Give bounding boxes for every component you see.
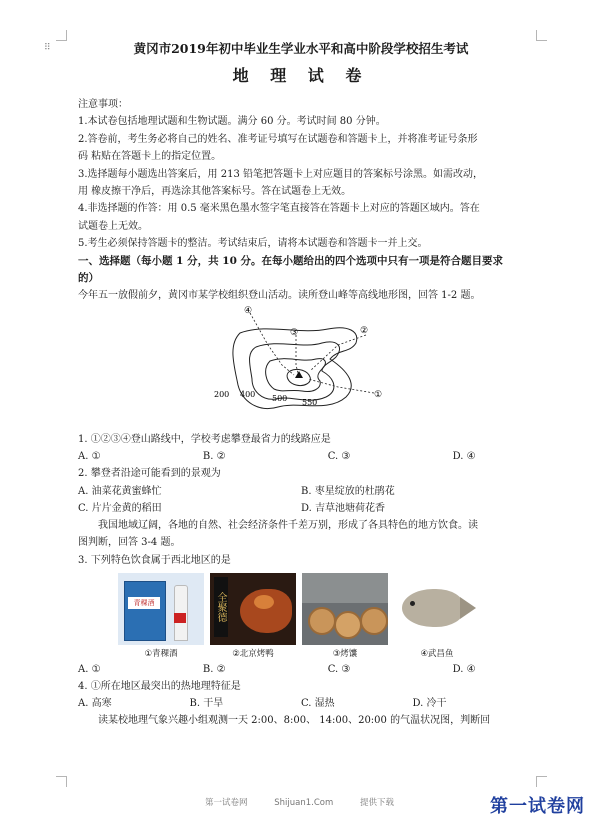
barley-wine-photo	[118, 573, 204, 645]
exam-subtitle: 地 理 试 卷	[232, 66, 370, 85]
photo-caption: ①青稞酒	[144, 648, 178, 659]
contour-value: 500	[272, 393, 288, 403]
contour-line-500	[266, 358, 326, 391]
route-line	[296, 335, 298, 373]
option-row	[78, 695, 524, 712]
photo-caption: ③烤馕	[332, 648, 358, 659]
notice-item: 4.非选择题的作答：用 0.5 毫米黑色墨水签字笔直接答在答题卡上对应的答题区域内。答在	[78, 203, 480, 215]
option: B. ②	[202, 451, 226, 463]
option: D. 冷干	[412, 698, 447, 710]
notice-item: 码 粘贴在答题卡上的指定位置。	[78, 151, 222, 163]
document-page	[78, 40, 524, 730]
site-logo: 第一试卷网	[490, 796, 585, 817]
option: B. ②	[202, 663, 226, 675]
passage: 我国地域辽阔，各地的自然、社会经济条件千差万别，形成了各具特色的地方饮食。读	[98, 519, 478, 531]
page-corner-mark	[56, 776, 67, 787]
photo-caption: ④武昌鱼	[420, 648, 454, 659]
footer-site-url: Shijuan1.Com	[274, 798, 334, 808]
option: A. ①	[78, 451, 101, 463]
contour-value: 400	[240, 389, 256, 399]
notice-item: 2.答卷前，考生务必将自己的姓名、准考证号填写在试题卷和答题卡上，并将准考证号条形	[78, 133, 478, 145]
question-stem: 2. 攀登者沿途可能看到的景观为	[78, 468, 221, 480]
option-row	[78, 661, 524, 678]
page-corner-mark	[536, 776, 547, 787]
notice-item: 5.考生必须保持答题卡的整洁。考试结束后，请将本试题卷和答题卡一并上交。	[78, 238, 428, 250]
contour-map	[78, 305, 524, 431]
photo-caption: ②北京烤鸭	[232, 648, 274, 659]
food-photo	[210, 573, 296, 661]
section-heading: 一、选择题（每小题 1 分，共 10 分。在每小题给出的四个选项中只有一项是符合题目要求	[78, 254, 504, 267]
food-photo	[302, 573, 388, 661]
option: A. 油菜花黄蜜蜂忙	[78, 485, 162, 497]
contour-value: 550	[302, 397, 318, 407]
option-row	[78, 483, 524, 500]
route-label: ②	[360, 325, 369, 336]
route-label: ①	[374, 389, 383, 400]
food-photo	[394, 573, 480, 661]
question-stem: 3. 下列特色饮食属于西北地区的是	[78, 554, 231, 566]
roast-duck-photo	[210, 573, 296, 645]
wuchang-fish-photo	[394, 573, 480, 645]
page-corner-mark	[536, 30, 547, 41]
notice-item: 1.本试卷包括地理试题和生物试题。满分 60 分。考试时间 80 分钟。	[78, 116, 386, 128]
naan-bread-photo	[302, 573, 388, 645]
notice-item: 用 橡皮擦干净后，再选涂其他答案标号。答在试题卷上无效。	[78, 186, 352, 198]
food-photo	[118, 573, 204, 661]
option-row	[78, 500, 524, 517]
option-row	[78, 448, 524, 465]
route-label: ④	[244, 305, 253, 316]
option: B. 干旱	[189, 698, 224, 710]
sign-text: 全聚德	[214, 577, 228, 637]
route-label: ③	[290, 327, 299, 338]
option: C. ③	[327, 451, 351, 463]
exam-title: 黄冈市2019年初中毕业生学业水平和高中阶段学校招生考试	[133, 41, 469, 56]
contour-value: 200	[214, 389, 230, 399]
section-heading: 的）	[78, 272, 99, 285]
option: D. ④	[452, 451, 476, 463]
notice-heading: 注意事项：	[78, 99, 128, 110]
contour-line-400	[250, 342, 340, 400]
summit-marker-icon	[295, 371, 303, 378]
question-stem: 1. ①②③④登山路线中，学校考虑攀登最省力的线路应是	[78, 433, 331, 445]
option: B. 枣星绽放的杜鹃花	[301, 485, 395, 497]
option: D. ④	[452, 663, 476, 675]
footer-download: 提供下载	[359, 798, 394, 808]
drag-handle-icon[interactable]: ⠿	[44, 43, 52, 53]
page-corner-mark	[56, 30, 67, 41]
notice-item: 3.选择题每小题选出答案后，用 213 铅笔把答题卡上对应题目的答案标号涂黑。如需改动，	[78, 168, 483, 180]
question-intro: 今年五一放假前夕，黄冈市某学校组织登山活动。读所登山峰等高线地形图，回答 1-2 题。	[78, 290, 481, 302]
footer-site-name: 第一试卷网	[205, 798, 248, 808]
contour-map-figure	[198, 305, 398, 431]
option: D. 吉草池塘荷花香	[301, 502, 386, 514]
passage: 读某校地理气象兴趣小组观测一天 2:00、8:00、 14:00、20:00 的气温状况图，判断回	[98, 715, 491, 727]
option: C. ③	[327, 663, 351, 675]
passage: 图判断，回答 3-4 题。	[78, 537, 181, 549]
option: A. 高寒	[78, 698, 112, 710]
option: C. 湿热	[301, 698, 335, 710]
route-line	[308, 379, 374, 393]
bottle-label: 青稞酒	[128, 597, 160, 609]
question-stem: 4. ①所在地区最突出的热地理特征是	[78, 680, 241, 692]
option: A. ①	[78, 663, 101, 675]
option: C. 片片金黄的稻田	[78, 502, 162, 514]
notice-item: 试题卷上无效。	[78, 220, 148, 232]
food-photo-row	[118, 573, 524, 661]
